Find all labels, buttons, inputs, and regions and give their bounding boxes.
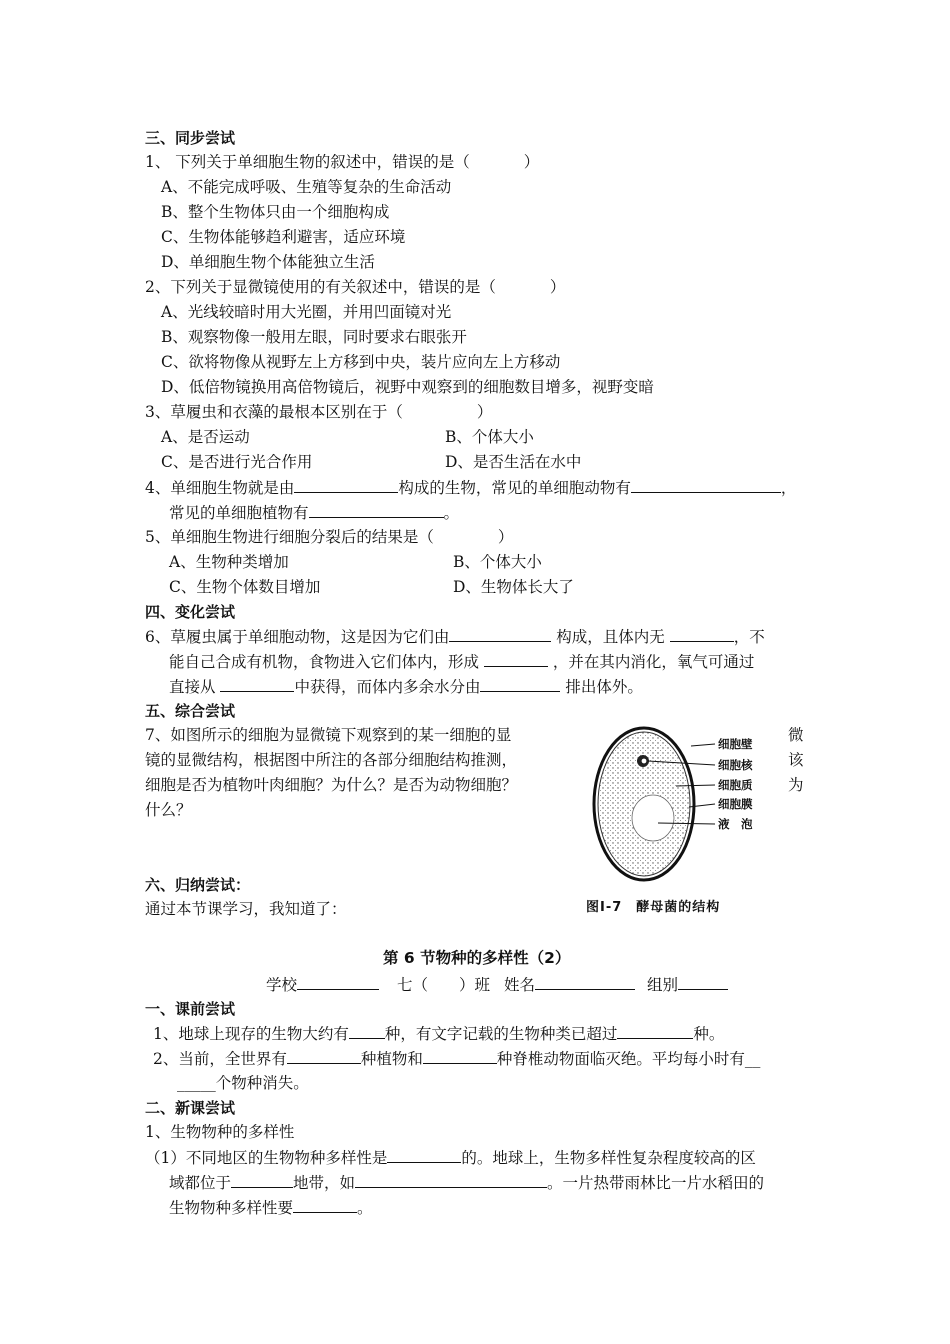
text-segment: ，并在其内消化，氧气可通过 [547, 653, 755, 671]
answer-blank[interactable] [231, 1172, 293, 1188]
text-segment: 常见的单细胞植物有 [169, 504, 309, 522]
section-heading: 六、归纳尝试： [145, 876, 251, 894]
option-a: A、生物种类增加 [169, 553, 289, 571]
text-segment: 直接从 [169, 678, 221, 696]
label-cell-membrane: 细胞膜 [718, 797, 753, 811]
text-segment: ，不 [733, 628, 765, 646]
school-label: 学校 [266, 976, 298, 994]
question-stem: 2、下列关于显微镜使用的有关叙述中，错误的是（ [145, 278, 496, 296]
answer-blank[interactable] [287, 1048, 361, 1064]
school-field[interactable] [297, 974, 379, 990]
answer-blank[interactable] [355, 1172, 547, 1188]
question-7-line-3: 细胞是否为植物叶肉细胞？为什么？是否为动物细胞？ [145, 776, 518, 794]
question-2 [145, 277, 565, 297]
option-a: A、不能完成呼吸、生殖等复杂的生命活动 [161, 178, 452, 196]
text-segment: 生物物种多样性要 [169, 1199, 294, 1217]
question-4-line-2 [169, 502, 459, 523]
question-6-line-3 [169, 676, 643, 697]
paren-close: ） [497, 528, 514, 546]
section-heading: 一、课前尝试 [145, 1000, 236, 1018]
text-segment: 种脊椎动物面临灭绝。平均每小时有__ [496, 1050, 761, 1068]
option-d: D、低倍物镜换用高倍物镜后，视野中观察到的细胞数目增多，视野变暗 [161, 378, 654, 396]
text-segment: （1）不同地区的生物物种多样性是 [145, 1149, 388, 1167]
pre-question-1 [153, 1023, 724, 1044]
class-label: 七（ ）班 [397, 976, 491, 994]
text-segment: 2、当前，全世界有 [153, 1050, 287, 1068]
answer-blank[interactable] [617, 1023, 693, 1039]
label-cell-wall: 细胞壁 [718, 737, 753, 751]
question-7-wrap-char: 微 [788, 726, 804, 744]
subsection-title: 1、生物物种的多样性 [145, 1123, 295, 1141]
option-c: C、欲将物像从视野左上方移到中央，装片应向左上方移动 [161, 353, 561, 371]
yeast-cell-diagram [572, 722, 782, 892]
question-6-line-1 [145, 626, 765, 647]
option-b: B、个体大小 [445, 428, 534, 446]
figure-caption: 图Ⅰ-7 酵母菌的结构 [586, 900, 721, 915]
answer-blank[interactable] [484, 651, 548, 667]
pre-question-2 [153, 1048, 760, 1069]
group-label: 组别 [647, 976, 679, 994]
text-segment: 种，有文字记载的生物种类已超过 [384, 1025, 618, 1043]
lesson-title: 第 6 节物种的多样性（2） [383, 949, 571, 967]
question-stem: 5、单细胞生物进行细胞分裂后的结果是（ [145, 528, 434, 546]
text-segment: 种植物和 [360, 1050, 423, 1068]
answer-blank[interactable] [294, 477, 398, 493]
text-segment: 能自己合成有机物，食物进入它们体内，形成 [169, 653, 484, 671]
paren-close: ） [523, 153, 540, 171]
question-3 [145, 402, 492, 422]
question-7-wrap-char: 该 [788, 751, 804, 769]
label-vacuole: 液 泡 [718, 817, 753, 831]
question-stem: 3、草履虫和衣藻的最根本区别在于（ [145, 403, 403, 421]
question-stem: 1、 下列关于单细胞生物的叙述中，错误的是（ [145, 153, 470, 171]
question-7-line-4: 什么？ [145, 801, 192, 819]
section-heading: 五、综合尝试 [145, 702, 236, 720]
answer-blank[interactable] [387, 1147, 461, 1163]
vacuole-shape [632, 795, 674, 841]
text-segment: 构成，且体内无 [551, 628, 670, 646]
option-a: A、光线较暗时用大光圈，并用凹面镜对光 [161, 303, 452, 321]
text-segment: 6、草履虫属于单细胞动物，这是因为它们由 [145, 628, 450, 646]
question-1 [145, 152, 539, 172]
text-segment: 。 [443, 504, 460, 522]
text-segment: 4、单细胞生物就是由 [145, 479, 295, 497]
answer-blank[interactable] [631, 477, 781, 493]
option-d: D、是否生活在水中 [445, 453, 582, 471]
text-segment: 的。地球上，生物多样性复杂程度较高的区 [461, 1149, 756, 1167]
answer-blank[interactable] [480, 676, 560, 692]
section-heading: 四、变化尝试 [145, 603, 236, 621]
text-segment: 种。 [693, 1025, 725, 1043]
question-4-line-1 [145, 477, 796, 498]
question-6-line-2 [169, 651, 754, 672]
option-b: B、观察物像一般用左眼，同时要求右眼张开 [161, 328, 467, 346]
nucleolus-shape [642, 759, 647, 764]
group-field[interactable] [678, 974, 728, 990]
option-d: D、单细胞生物个体能独立生活 [161, 253, 375, 271]
option-c: C、生物个体数目增加 [169, 578, 321, 596]
name-field[interactable] [535, 974, 635, 990]
answer-blank[interactable] [670, 626, 734, 642]
paren-close: ） [549, 278, 566, 296]
label-nucleus: 细胞核 [718, 758, 753, 772]
new-question-1-line-2 [169, 1172, 764, 1193]
text-segment: ， [780, 479, 797, 497]
label-cytoplasm: 细胞质 [718, 778, 753, 792]
yeast-cell-figure [572, 722, 782, 920]
text-segment: 地带，如 [293, 1174, 356, 1192]
section-heading: 三、同步尝试 [145, 129, 236, 147]
answer-blank[interactable] [309, 502, 444, 518]
paren-close: ） [476, 403, 493, 421]
question-5 [145, 527, 513, 547]
text-segment: 构成的生物，常见的单细胞动物有 [398, 479, 631, 497]
text-segment: 。一片热带雨林比一片水稻田的 [547, 1174, 765, 1192]
question-7-wrap-char: 为 [788, 776, 804, 794]
option-c: C、生物体能够趋利避害，适应环境 [161, 228, 406, 246]
answer-blank[interactable] [423, 1048, 497, 1064]
answer-blank[interactable] [349, 1023, 385, 1039]
option-d: D、生物体长大了 [453, 578, 574, 596]
option-b: B、个体大小 [453, 553, 542, 571]
answer-blank[interactable] [293, 1197, 357, 1213]
answer-blank[interactable] [220, 676, 294, 692]
answer-blank[interactable] [449, 626, 551, 642]
summary-prompt: 通过本节课学习，我知道了： [145, 900, 347, 918]
text-segment: 排出体外。 [560, 678, 643, 696]
student-info-row [266, 974, 728, 995]
new-question-1-line-1 [145, 1147, 756, 1168]
text-segment: 1、地球上现存的生物大约有 [153, 1025, 349, 1043]
text-segment: 。 [357, 1199, 373, 1217]
text-segment: 域都位于 [169, 1174, 232, 1192]
name-label: 姓名 [504, 976, 536, 994]
question-7-line-1: 7、如图所示的细胞为显微镜下观察到的某一细胞的显 [145, 726, 512, 744]
new-question-1-line-3 [169, 1197, 373, 1218]
option-b: B、整个生物体只由一个细胞构成 [161, 203, 390, 221]
question-7-line-2: 镜的显微结构，根据图中所注的各部分细胞结构推测， [145, 751, 518, 769]
option-a: A、是否运动 [161, 428, 250, 446]
pre-question-2-cont: _____个物种消失。 [177, 1074, 309, 1092]
option-c: C、是否进行光合作用 [161, 453, 313, 471]
section-heading: 二、新课尝试 [145, 1099, 236, 1117]
text-segment: 中获得，而体内多余水分由 [294, 678, 481, 696]
